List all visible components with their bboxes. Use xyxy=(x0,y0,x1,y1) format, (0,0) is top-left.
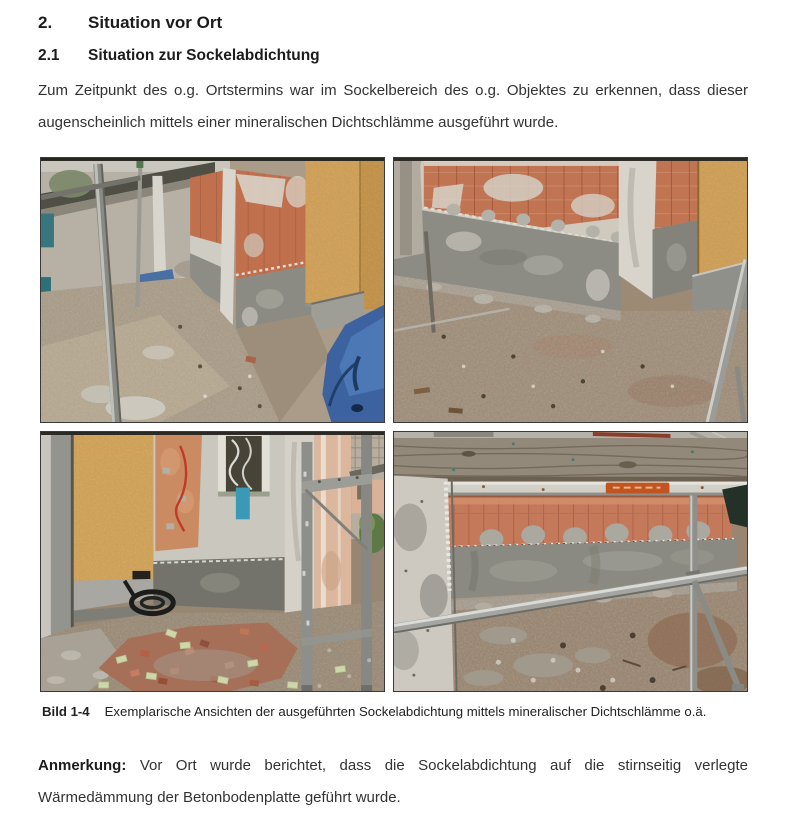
construction-photo-building-corner-with-scaffold xyxy=(393,157,748,423)
subsection-title: Situation zur Sockelabdichtung xyxy=(88,47,320,64)
note-paragraph xyxy=(38,750,748,814)
construction-photo-building-corner-with-tarp xyxy=(40,157,385,423)
section-heading xyxy=(38,12,748,34)
section-title: Situation vor Ort xyxy=(88,13,223,32)
subsection-heading xyxy=(38,46,748,66)
intro-paragraph: Zum Zeitpunkt des o.g. Ortstermins war im Sockelbereich des o.g. Objektes zu erkennen, dass dieser augenscheinlich mittels einer mineralischen Dichtschlämme ausgeführt wurde. xyxy=(38,82,748,131)
note-text: Vor Ort wurde berichtet, dass die Sockelabdichtung auf die stirnseitig verlegte Wärmedämmung der Betonbodenplatte geführt wurde. xyxy=(38,757,749,806)
figure-caption xyxy=(42,703,748,721)
figure-caption-text: Exemplarische Ansichten der ausgeführten Sockelabdichtung mittels mineralischer Dichtschlämme o.ä. xyxy=(104,704,707,719)
figure-caption-label: Bild 1-4 xyxy=(42,704,90,719)
section-number: 2. xyxy=(38,13,53,32)
construction-photo-scaffold-plank-and-base xyxy=(393,431,748,692)
subsection-number: 2.1 xyxy=(38,47,60,64)
photo-grid xyxy=(40,157,748,692)
note-label: Anmerkung: xyxy=(38,757,127,774)
construction-photo-doorway-and-brick-rubble xyxy=(40,431,385,692)
